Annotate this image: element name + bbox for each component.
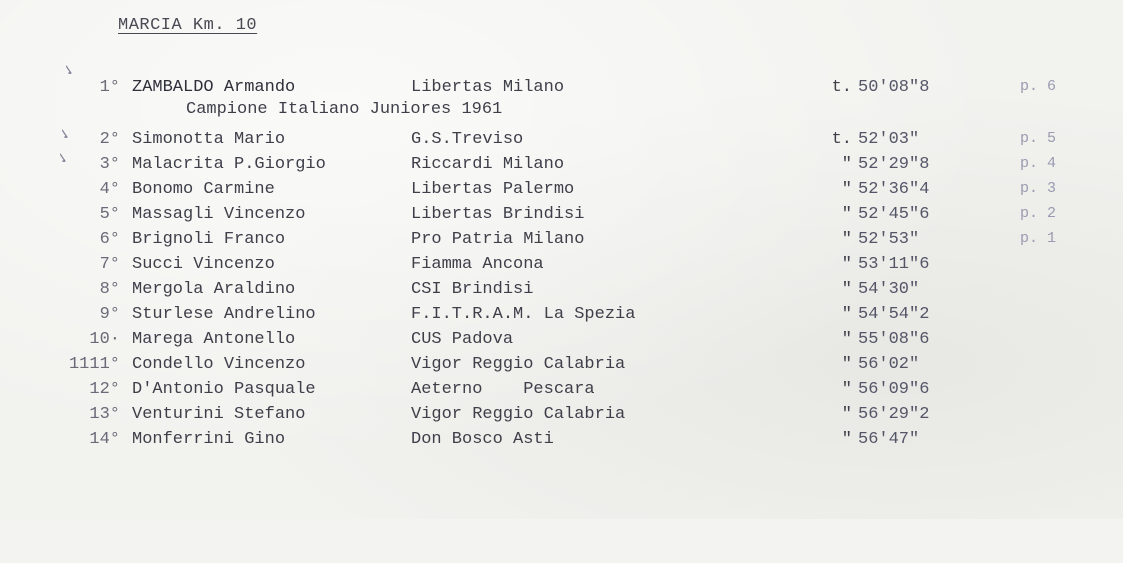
time-cell: 55'08"6: [858, 330, 930, 349]
club-cell: Libertas Milano: [411, 78, 565, 97]
points-cell: p. 2: [1020, 205, 1057, 222]
table-row: [0, 155, 1057, 177]
time-cell: 52'45"6: [858, 205, 930, 224]
athlete-name-cell: Monferrini Gino: [132, 430, 286, 449]
place-cell: 14°: [89, 430, 120, 449]
time-prefix-cell: ": [841, 405, 852, 424]
place-cell: 8°: [99, 280, 120, 299]
points-cell: p. 4: [1020, 155, 1057, 172]
athlete-name-cell: ZAMBALDO Armando: [132, 78, 296, 97]
time-prefix-cell: ": [841, 380, 852, 399]
time-prefix-cell: ": [841, 430, 852, 449]
club-cell: Vigor Reggio Calabria: [411, 405, 626, 424]
athlete-name-cell: Venturini Stefano: [132, 405, 306, 424]
club-cell: F.I.T.R.A.M. La Spezia: [411, 305, 636, 324]
time-cell: 56'29"2: [858, 405, 930, 424]
time-cell: 54'30": [858, 280, 920, 299]
place-cell: 7°: [99, 255, 120, 274]
athlete-name-cell: Massagli Vincenzo: [132, 205, 306, 224]
table-row: [0, 430, 920, 452]
time-prefix-cell: ": [841, 280, 852, 299]
club-cell: CSI Brindisi: [411, 280, 534, 299]
time-prefix-cell: ": [841, 230, 852, 249]
champion-note: Campione Italiano Juniores 1961: [186, 100, 503, 119]
time-cell: 52'36"4: [858, 180, 930, 199]
place-cell: 3°: [99, 155, 120, 174]
athlete-name-cell: Simonotta Mario: [132, 130, 286, 149]
table-row: [0, 230, 1057, 252]
table-row: [0, 380, 930, 402]
time-prefix-cell: ": [841, 355, 852, 374]
place-cell: 4°: [99, 180, 120, 199]
time-cell: 56'02": [858, 355, 920, 374]
club-cell: Libertas Palermo: [411, 180, 575, 199]
handwritten-tick-mark: ✓: [59, 62, 80, 78]
club-cell: Don Bosco Asti: [411, 430, 554, 449]
time-cell: 52'53": [858, 230, 920, 249]
club-cell: Pro Patria Milano: [411, 230, 585, 249]
table-row: [0, 305, 930, 327]
handwritten-tick-mark: ✓: [55, 126, 76, 142]
place-cell: 10·: [89, 330, 120, 349]
place-cell: 5°: [99, 205, 120, 224]
time-prefix-cell: t.: [831, 78, 852, 97]
athlete-name-cell: Succi Vincenzo: [132, 255, 275, 274]
time-prefix-cell: ": [841, 305, 852, 324]
time-cell: 53'11"6: [858, 255, 930, 274]
time-cell: 50'08"8: [858, 78, 930, 97]
time-cell: 56'47": [858, 430, 920, 449]
athlete-name-cell: Sturlese Andrelino: [132, 305, 316, 324]
athlete-name-cell: Marega Antonello: [132, 330, 296, 349]
place-cell: 12°: [89, 380, 120, 399]
page-title: MARCIA Km. 10: [118, 16, 258, 35]
athlete-name-cell: Malacrita P.Giorgio: [132, 155, 326, 174]
club-cell: CUS Padova: [411, 330, 514, 349]
place-cell: 2°: [99, 130, 120, 149]
table-row: [0, 205, 1057, 227]
athlete-name-cell: Bonomo Carmine: [132, 180, 275, 199]
club-cell: Libertas Brindisi: [411, 205, 585, 224]
time-cell: 54'54"2: [858, 305, 930, 324]
points-cell: p. 6: [1020, 78, 1057, 95]
time-prefix-cell: ": [841, 255, 852, 274]
club-cell: Vigor Reggio Calabria: [411, 355, 626, 374]
athlete-name-cell: D'Antonio Pasquale: [132, 380, 316, 399]
points-cell: p. 1: [1020, 230, 1057, 247]
table-row: [0, 130, 1057, 152]
handwritten-tick-mark: ✓: [53, 150, 74, 166]
club-cell: Riccardi Milano: [411, 155, 565, 174]
club-cell: G.S.Treviso: [411, 130, 524, 149]
time-prefix-cell: ": [841, 330, 852, 349]
points-cell: p. 5: [1020, 130, 1057, 147]
place-cell: 1111°: [68, 355, 120, 374]
time-cell: 52'03": [858, 130, 920, 149]
table-row: [0, 330, 930, 352]
place-cell: 13°: [89, 405, 120, 424]
points-cell: p. 3: [1020, 180, 1057, 197]
club-cell: Aeterno Pescara: [411, 380, 595, 399]
athlete-name-cell: Mergola Araldino: [132, 280, 296, 299]
time-prefix-cell: ": [841, 205, 852, 224]
table-row: [0, 180, 1057, 202]
table-row: [0, 78, 1057, 100]
place-cell: 9°: [99, 305, 120, 324]
athlete-name-cell: Brignoli Franco: [132, 230, 286, 249]
athlete-name-cell: Condello Vincenzo: [132, 355, 306, 374]
time-cell: 52'29"8: [858, 155, 930, 174]
time-prefix-cell: t.: [831, 130, 852, 149]
club-cell: Fiamma Ancona: [411, 255, 544, 274]
time-prefix-cell: ": [841, 180, 852, 199]
table-row: [0, 280, 920, 302]
table-row: [0, 355, 920, 377]
place-cell: 1°: [99, 78, 120, 97]
table-row: [0, 255, 930, 277]
time-cell: 56'09"6: [858, 380, 930, 399]
table-row: [0, 405, 930, 427]
place-cell: 6°: [99, 230, 120, 249]
time-prefix-cell: ": [841, 155, 852, 174]
